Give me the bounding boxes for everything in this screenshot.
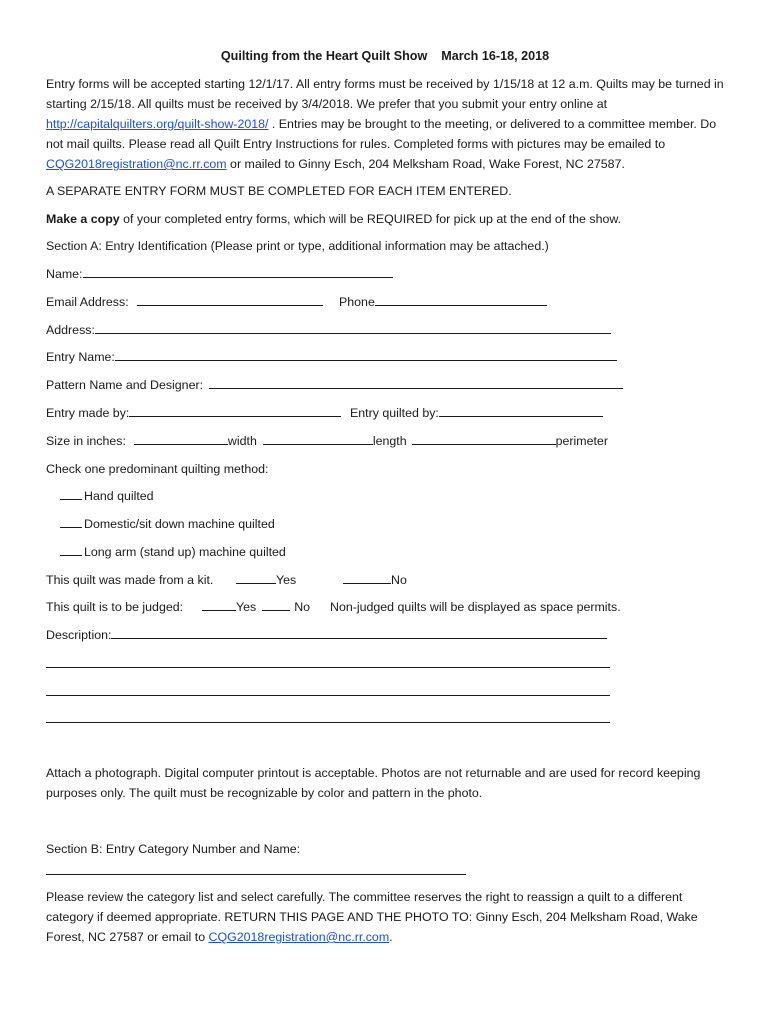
judged-no-label: No bbox=[294, 600, 311, 614]
email-label: Email Address: bbox=[46, 295, 129, 309]
judged-yes-label: Yes bbox=[236, 600, 257, 614]
phone-row bbox=[339, 292, 547, 312]
width-field[interactable] bbox=[134, 431, 228, 445]
hand-quilted-check[interactable] bbox=[60, 486, 82, 500]
separate-form-notice: A SEPARATE ENTRY FORM MUST BE COMPLETED FOR EACH ITEM ENTERED. bbox=[46, 184, 512, 198]
category-field[interactable] bbox=[46, 874, 466, 875]
kit-question: This quilt was made from a kit. bbox=[46, 573, 214, 587]
form-title bbox=[0, 46, 770, 66]
intro-text-1: Entry forms will be accepted starting 12/1/17. All entry forms must be received by 1/15/18 at 12 a.m. Quilts may be turned in starting 2/15/18. All quilts must be received by 3/4/2018. We prefer that you submit your entry online at bbox=[46, 77, 724, 111]
phone-label: Phone bbox=[339, 295, 375, 309]
judged-options bbox=[202, 597, 310, 617]
entry-name-row bbox=[46, 347, 617, 367]
copy-notice bbox=[46, 209, 621, 229]
section-a-heading: Section A: Entry Identification (Please print or type, additional information may be attached.) bbox=[46, 239, 549, 253]
method-option-domestic bbox=[60, 514, 275, 534]
pattern-label: Pattern Name and Designer: bbox=[46, 378, 204, 392]
intro-paragraph bbox=[46, 74, 726, 174]
event-name: Quilting from the Heart Quilt Show bbox=[220, 49, 428, 63]
description-field-line-2[interactable] bbox=[46, 667, 610, 668]
email-field[interactable] bbox=[137, 292, 323, 306]
copy-notice-bold: Make a copy bbox=[46, 212, 120, 226]
length-field[interactable] bbox=[263, 431, 373, 445]
size-row bbox=[46, 431, 608, 451]
review-paragraph bbox=[46, 887, 726, 947]
intro-text-2: . Entries may be brought to the meeting, or delivered to a committee member. Do not mail quilts. Please read all Quilt Entry Instructions for rules. Completed forms with pictures may be emailed to bbox=[46, 117, 717, 151]
made-by-label: Entry made by: bbox=[46, 406, 130, 420]
kit-no-row bbox=[343, 570, 407, 590]
description-field-line-1[interactable] bbox=[111, 625, 607, 639]
entry-name-field[interactable] bbox=[115, 347, 617, 361]
length-label: length bbox=[372, 434, 407, 448]
return-email-link[interactable]: CQG2018registration@nc.rr.com bbox=[208, 930, 390, 944]
kit-no-field[interactable] bbox=[343, 570, 391, 584]
judged-yes-field[interactable] bbox=[202, 597, 236, 611]
email-row bbox=[46, 292, 323, 312]
method-option-hand bbox=[60, 486, 154, 506]
registration-email-link[interactable]: CQG2018registration@nc.rr.com bbox=[46, 157, 227, 171]
kit-yes-row bbox=[236, 570, 296, 590]
show-website-link[interactable]: http://capitalquilters.org/quilt-show-2018/ bbox=[46, 117, 269, 131]
description-field-line-3[interactable] bbox=[46, 695, 610, 696]
address-field[interactable] bbox=[95, 320, 611, 334]
made-by-row bbox=[46, 403, 341, 423]
judged-no-field[interactable] bbox=[262, 597, 290, 611]
domestic-machine-check[interactable] bbox=[60, 514, 82, 528]
made-by-field[interactable] bbox=[129, 403, 341, 417]
intro-text-3: or mailed to Ginny Esch, 204 Melksham Road, Wake Forest, NC 27587. bbox=[226, 157, 625, 171]
review-end: . bbox=[389, 930, 393, 944]
quilted-by-field[interactable] bbox=[439, 403, 603, 417]
quilted-by-label: Entry quilted by: bbox=[350, 406, 439, 420]
name-row bbox=[46, 264, 393, 284]
method-prompt: Check one predominant quilting method: bbox=[46, 462, 269, 476]
event-dates: March 16-18, 2018 bbox=[441, 49, 550, 63]
address-row bbox=[46, 320, 611, 340]
pattern-row bbox=[46, 375, 623, 395]
description-field-line-4[interactable] bbox=[46, 722, 610, 723]
review-text: Please review the category list and select carefully. The committee reserves the right to reassign a quilt to a different category if deemed appropriate. RETURN THIS PAGE AND THE PHOTO TO: Ginny Esch, 204 Melksham Road, Wake Forest, NC 27587 or email to bbox=[46, 890, 698, 944]
non-judged-note: Non-judged quilts will be displayed as space permits. bbox=[330, 600, 621, 614]
copy-notice-rest: of your completed entry forms, which will be REQUIRED for pick up at the end of the show. bbox=[119, 212, 622, 226]
phone-field[interactable] bbox=[375, 292, 547, 306]
long-arm-label: Long arm (stand up) machine quilted bbox=[84, 545, 286, 559]
photo-instructions: Attach a photograph. Digital computer printout is acceptable. Photos are not returnable and are used for record keeping purposes only. The quilt must be recognizable by color and pattern in the photo. bbox=[46, 766, 701, 800]
method-option-longarm bbox=[60, 542, 286, 562]
entry-name-label: Entry Name: bbox=[46, 350, 115, 364]
quilted-by-row bbox=[350, 403, 603, 423]
description-row bbox=[46, 625, 607, 645]
width-label: width bbox=[227, 434, 257, 448]
long-arm-check[interactable] bbox=[60, 542, 82, 556]
perimeter-field[interactable] bbox=[412, 431, 556, 445]
pattern-field[interactable] bbox=[209, 375, 623, 389]
description-label: Description: bbox=[46, 628, 112, 642]
size-label: Size in inches: bbox=[46, 434, 126, 448]
perimeter-label: perimeter bbox=[555, 434, 608, 448]
name-field[interactable] bbox=[83, 264, 393, 278]
kit-no-label: No bbox=[391, 573, 407, 587]
name-label: Name: bbox=[46, 267, 83, 281]
kit-yes-label: Yes bbox=[276, 573, 297, 587]
section-b-heading: Section B: Entry Category Number and Name: bbox=[46, 842, 301, 856]
judged-question: This quilt is to be judged: bbox=[46, 600, 184, 614]
address-label: Address: bbox=[46, 323, 95, 337]
kit-yes-field[interactable] bbox=[236, 570, 276, 584]
domestic-machine-label: Domestic/sit down machine quilted bbox=[84, 517, 275, 531]
hand-quilted-label: Hand quilted bbox=[84, 489, 154, 503]
